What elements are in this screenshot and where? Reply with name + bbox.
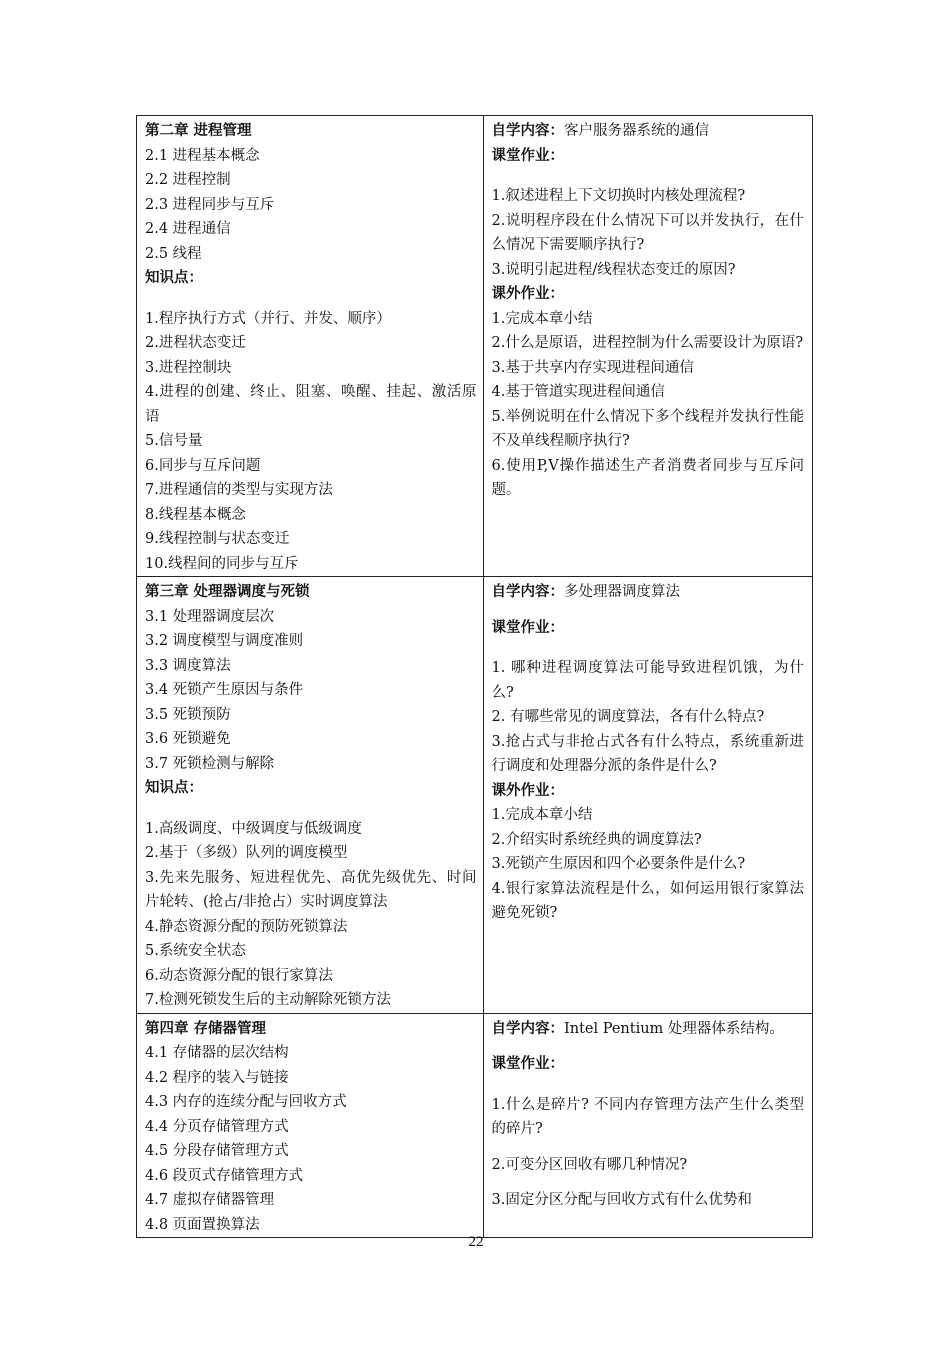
after-class-homework-item: 5.举例说明在什么情况下多个线程并发执行性能不及单线程顺序执行? xyxy=(491,408,804,449)
table-row-chapter-4 xyxy=(137,1013,813,1238)
section-item: 4.8 页面置换算法 xyxy=(145,1216,260,1233)
knowledge-point: 5.系统安全状态 xyxy=(145,943,246,959)
self-study-text: 客户服务器系统的通信 xyxy=(564,123,709,139)
section-item: 4.5 分段存储管理方式 xyxy=(145,1143,289,1159)
page-number: 22 xyxy=(468,1234,484,1250)
assignments-cell xyxy=(483,577,813,1014)
syllabus-cell xyxy=(137,577,484,1014)
knowledge-point: 1.高级调度、中级调度与低级调度 xyxy=(145,820,362,837)
assignments-cell xyxy=(483,116,813,577)
knowledge-point: 10.线程间的同步与互斥 xyxy=(145,555,299,572)
after-class-homework-label: 课外作业： xyxy=(491,781,564,799)
self-study-label: 自学内容： xyxy=(491,1019,564,1037)
section-item: 3.6 死锁避免 xyxy=(145,731,231,747)
after-class-homework-item: 2.什么是原语，进程控制为什么需要设计为原语? xyxy=(491,335,804,351)
after-class-homework-item: 2.介绍实时系统经典的调度算法? xyxy=(491,831,702,848)
after-class-homework-item: 1.完成本章小结 xyxy=(491,310,593,327)
class-homework-item: 3.说明引起进程/线程状态变迁的原因? xyxy=(491,261,736,278)
knowledge-point: 6.同步与互斥问题 xyxy=(145,457,261,474)
section-item: 3.7 死锁检测与解除 xyxy=(145,755,275,772)
syllabus-cell xyxy=(137,116,484,577)
class-homework-item: 1. 哪种进程调度算法可能导致进程饥饿，为什么? xyxy=(491,660,804,701)
knowledge-point: 7.进程通信的类型与实现方法 xyxy=(145,482,333,498)
class-homework-item: 1.什么是碎片? 不同内存管理方法产生什么类型的碎片? xyxy=(491,1096,804,1137)
class-homework-label: 课堂作业： xyxy=(491,146,564,164)
course-table xyxy=(136,115,813,1238)
after-class-homework-item: 4.银行家算法流程是什么，如何运用银行家算法避免死锁? xyxy=(491,880,804,921)
section-item: 3.5 死锁预防 xyxy=(145,706,231,723)
knowledge-point: 1.程序执行方式（并行、并发、顺序） xyxy=(145,310,391,327)
class-homework-label: 课堂作业： xyxy=(491,1055,564,1072)
section-item: 2.2 进程控制 xyxy=(145,172,231,188)
after-class-homework-item: 3.基于共享内存实现进程间通信 xyxy=(491,359,694,376)
self-study-line xyxy=(492,1017,805,1042)
knowledge-point: 4.进程的创建、终止、阻塞、唤醒、挂起、激活原语 xyxy=(145,384,477,425)
self-study-line xyxy=(492,119,805,144)
self-study-label: 自学内容： xyxy=(491,583,564,600)
section-item: 4.4 分页存储管理方式 xyxy=(145,1118,289,1135)
section-item: 3.4 死锁产生原因与条件 xyxy=(145,682,304,698)
section-item: 2.5 线程 xyxy=(145,245,202,262)
knowledge-point: 2.基于（多级）队列的调度模型 xyxy=(145,845,348,861)
knowledge-points-label: 知识点： xyxy=(145,269,203,286)
syllabus-cell xyxy=(137,1013,484,1238)
self-study-text: Intel Pentium 处理器体系结构。 xyxy=(564,1020,784,1037)
knowledge-points-label: 知识点： xyxy=(145,779,203,796)
table-row-chapter-3 xyxy=(137,577,813,1014)
class-homework-item: 2. 有哪些常见的调度算法，各有什么特点? xyxy=(491,709,765,725)
chapter-title: 第三章 处理器调度与死锁 xyxy=(145,583,310,600)
class-homework-item: 3.抢占式与非抢占式各有什么特点，系统重新进行调度和处理器分派的条件是什么? xyxy=(491,733,804,774)
knowledge-point: 5.信号量 xyxy=(145,433,203,449)
class-homework-item: 3.固定分区分配与回收方式有什么优势和 xyxy=(491,1192,752,1208)
class-homework-label: 课堂作业： xyxy=(491,618,564,636)
assignments-cell xyxy=(483,1013,813,1238)
knowledge-point: 4.静态资源分配的预防死锁算法 xyxy=(145,918,348,935)
after-class-homework-item: 1.完成本章小结 xyxy=(491,807,593,823)
section-item: 2.1 进程基本概念 xyxy=(145,147,260,164)
knowledge-point: 8.线程基本概念 xyxy=(145,506,246,523)
self-study-line xyxy=(492,580,805,605)
self-study-label: 自学内容： xyxy=(491,122,564,139)
class-homework-item: 1.叙述进程上下文切换时内核处理流程? xyxy=(491,188,746,204)
section-item: 3.3 调度算法 xyxy=(145,657,231,674)
section-item: 4.7 虚拟存储器管理 xyxy=(145,1192,275,1208)
knowledge-point: 2.进程状态变迁 xyxy=(145,335,246,351)
section-item: 4.6 段页式存储管理方式 xyxy=(145,1167,304,1184)
knowledge-point: 7.检测死锁发生后的主动解除死锁方法 xyxy=(145,992,391,1008)
after-class-homework-item: 3.死锁产生原因和四个必要条件是什么? xyxy=(491,856,746,872)
knowledge-point: 9.线程控制与状态变迁 xyxy=(145,531,290,547)
section-item: 3.1 处理器调度层次 xyxy=(145,608,275,625)
section-item: 4.2 程序的装入与链接 xyxy=(145,1069,289,1086)
class-homework-item: 2.说明程序段在什么情况下可以并发执行，在什么情况下需要顺序执行? xyxy=(491,212,804,253)
section-item: 4.1 存储器的层次结构 xyxy=(145,1045,289,1061)
chapter-title: 第二章 进程管理 xyxy=(145,122,252,139)
chapter-title: 第四章 存储器管理 xyxy=(145,1019,267,1037)
section-item: 2.3 进程同步与互斥 xyxy=(145,196,275,213)
knowledge-point: 6.动态资源分配的银行家算法 xyxy=(145,967,333,984)
section-item: 2.4 进程通信 xyxy=(145,221,231,237)
section-item: 4.3 内存的连续分配与回收方式 xyxy=(145,1094,347,1110)
class-homework-item: 2.可变分区回收有哪几种情况? xyxy=(491,1156,688,1173)
after-class-homework-label: 课外作业： xyxy=(491,285,564,302)
knowledge-point: 3.进程控制块 xyxy=(145,359,232,376)
table-row-chapter-2 xyxy=(137,116,813,577)
section-item: 3.2 调度模型与调度准则 xyxy=(145,633,304,649)
self-study-text: 多处理器调度算法 xyxy=(564,584,680,600)
after-class-homework-item: 4.基于管道实现进程间通信 xyxy=(491,384,665,400)
after-class-homework-item: 6.使用P,V操作描述生产者消费者同步与互斥问题。 xyxy=(491,457,804,498)
knowledge-point: 3.先来先服务、短进程优先、高优先级优先、时间片轮转、(抢占/非抢占）实时调度算法 xyxy=(145,869,477,910)
